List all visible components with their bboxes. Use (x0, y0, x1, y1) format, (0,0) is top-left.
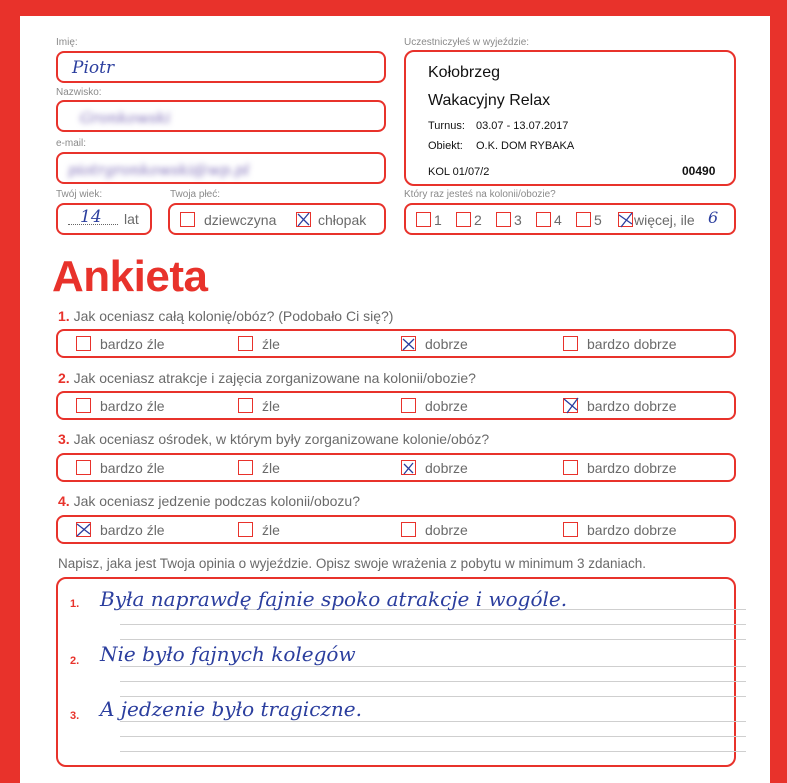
age-field[interactable] (56, 203, 152, 235)
opinion-box[interactable] (56, 577, 736, 767)
trip-turnus-label: Turnus: (428, 120, 465, 132)
name-label: Imię: (56, 37, 78, 48)
check-mark-icon (75, 521, 92, 538)
times-count-value: 6 (708, 208, 719, 227)
gender-label: Twoja płeć: (170, 189, 221, 200)
q4-checkbox-bardzo-dobrze[interactable] (563, 522, 578, 537)
q2-option-zle: źle (262, 398, 280, 414)
question-4-label: Jak oceniasz jedzenie podczas kolonii/obozu? (73, 493, 360, 509)
question-1-number: 1. (58, 308, 70, 324)
q4-checkbox-zle[interactable] (238, 522, 253, 537)
gender-field (168, 203, 386, 235)
surname-label: Nazwisko: (56, 87, 102, 98)
q2-option-dobrze: dobrze (425, 398, 468, 414)
question-2-label: Jak oceniasz atrakcje i zajęcia zorganizowane na kolonii/obozie? (73, 370, 476, 386)
trip-program: Wakacyjny Relax (428, 92, 551, 109)
gender-checkbox-boy[interactable] (296, 212, 311, 227)
question-1-label: Jak oceniasz całą kolonię/obóz? (Podobało Ci się?) (73, 308, 394, 324)
trip-obiekt-label: Obiekt: (428, 140, 463, 152)
question-1-answers (56, 329, 736, 358)
q3-option-bardzo-zle: bardzo źle (100, 460, 165, 476)
surname-value-redacted: Gronkowski (80, 109, 171, 127)
opinion-line-3-number: 3. (70, 710, 80, 722)
check-mark-icon (400, 335, 417, 352)
question-3-answers (56, 453, 736, 482)
q2-option-bardzo-zle: bardzo źle (100, 398, 165, 414)
q1-checkbox-zle[interactable] (238, 336, 253, 351)
q3-option-bardzo-dobrze: bardzo dobrze (587, 460, 677, 476)
trip-turnus-value: 03.07 - 13.07.2017 (476, 120, 569, 132)
trip-city: Kołobrzeg (428, 64, 501, 81)
email-value-redacted: piotrgronkowski@wp.pl (68, 161, 250, 179)
ruled-line (120, 666, 746, 667)
question-4-number: 4. (58, 493, 70, 509)
check-mark-icon (617, 211, 634, 228)
question-2-number: 2. (58, 370, 70, 386)
age-value: 14 (80, 207, 102, 227)
name-value: Piotr (72, 58, 115, 78)
ruled-line (120, 639, 746, 640)
times-option-2: 2 (474, 212, 482, 228)
times-option-5: 5 (594, 212, 602, 228)
ruled-line (120, 681, 746, 682)
question-2-text (58, 370, 476, 386)
gender-option-boy: chłopak (318, 212, 367, 228)
q4-option-dobrze: dobrze (425, 522, 468, 538)
question-2-answers (56, 391, 736, 420)
opinion-line-2-number: 2. (70, 655, 80, 667)
opinion-prompt: Napisz, jaka jest Twoja opinia o wyjeździe. Opisz swoje wrażenia z pobytu w minimum 3 zdaniach. (58, 556, 647, 571)
q1-checkbox-bardzo-zle[interactable] (76, 336, 91, 351)
trip-obiekt-value: O.K. DOM RYBAKA (476, 140, 575, 152)
q1-option-zle: źle (262, 336, 280, 352)
question-3-number: 3. (58, 431, 70, 447)
q4-option-zle: źle (262, 522, 280, 538)
gender-checkbox-girl[interactable] (180, 212, 195, 227)
q3-option-zle: źle (262, 460, 280, 476)
q3-checkbox-bardzo-dobrze[interactable] (563, 460, 578, 475)
opinion-line-3-text: A jedzenie było tragiczne. (100, 697, 363, 721)
q4-option-bardzo-dobrze: bardzo dobrze (587, 522, 677, 538)
ruled-line (120, 624, 746, 625)
q1-checkbox-bardzo-dobrze[interactable] (563, 336, 578, 351)
name-field[interactable] (56, 51, 386, 83)
times-checkbox-more[interactable] (618, 212, 633, 227)
opinion-line-1-number: 1. (70, 598, 80, 610)
gender-option-girl: dziewczyna (204, 212, 277, 228)
q2-checkbox-dobrze[interactable] (401, 398, 416, 413)
q1-option-bardzo-dobrze: bardzo dobrze (587, 336, 677, 352)
q3-checkbox-zle[interactable] (238, 460, 253, 475)
q4-checkbox-dobrze[interactable] (401, 522, 416, 537)
opinion-line-2-text: Nie było fajnych kolegów (100, 642, 356, 666)
trip-ticket (404, 50, 736, 186)
q3-option-dobrze: dobrze (425, 460, 468, 476)
times-checkbox-4[interactable] (536, 212, 551, 227)
times-option-1: 1 (434, 212, 442, 228)
q2-checkbox-zle[interactable] (238, 398, 253, 413)
check-mark-icon (295, 211, 312, 228)
q4-checkbox-bardzo-zle[interactable] (76, 522, 91, 537)
q3-checkbox-dobrze[interactable] (401, 460, 416, 475)
times-checkbox-5[interactable] (576, 212, 591, 227)
q1-option-bardzo-zle: bardzo źle (100, 336, 165, 352)
times-field (404, 203, 736, 235)
q2-option-bardzo-dobrze: bardzo dobrze (587, 398, 677, 414)
times-option-4: 4 (554, 212, 562, 228)
age-unit: lat (124, 211, 139, 227)
email-field[interactable] (56, 152, 386, 184)
ruled-line (120, 751, 746, 752)
opinion-line-1-text: Była naprawdę fajnie spoko atrakcje i wogóle. (100, 587, 568, 611)
ruled-line (120, 721, 746, 722)
check-mark-icon (562, 397, 579, 414)
trip-number: 00490 (682, 164, 716, 178)
times-option-3: 3 (514, 212, 522, 228)
age-label: Twój wiek: (56, 189, 103, 200)
times-checkbox-3[interactable] (496, 212, 511, 227)
q4-option-bardzo-zle: bardzo źle (100, 522, 165, 538)
times-checkbox-2[interactable] (456, 212, 471, 227)
check-mark-icon (400, 459, 417, 476)
q1-option-dobrze: dobrze (425, 336, 468, 352)
survey-sheet (20, 16, 770, 783)
question-3-text (58, 431, 489, 447)
q2-checkbox-bardzo-dobrze[interactable] (563, 398, 578, 413)
q1-checkbox-dobrze[interactable] (401, 336, 416, 351)
trip-code: KOL 01/07/2 (428, 166, 490, 178)
times-label: Który raz jesteś na kolonii/obozie? (404, 189, 556, 200)
question-1-text (58, 308, 393, 324)
q2-checkbox-bardzo-zle[interactable] (76, 398, 91, 413)
trip-label: Uczestniczyłeś w wyjeździe: (404, 37, 530, 48)
times-option-more: więcej, ile (634, 212, 695, 228)
survey-title: Ankieta (52, 252, 208, 301)
q3-checkbox-bardzo-zle[interactable] (76, 460, 91, 475)
question-4-answers (56, 515, 736, 544)
ruled-line (120, 736, 746, 737)
surname-field[interactable] (56, 100, 386, 132)
email-label: e-mail: (56, 138, 87, 149)
question-4-text (58, 493, 360, 509)
times-checkbox-1[interactable] (416, 212, 431, 227)
question-3-label: Jak oceniasz ośrodek, w którym były zorganizowane kolonie/obóz? (73, 431, 490, 447)
